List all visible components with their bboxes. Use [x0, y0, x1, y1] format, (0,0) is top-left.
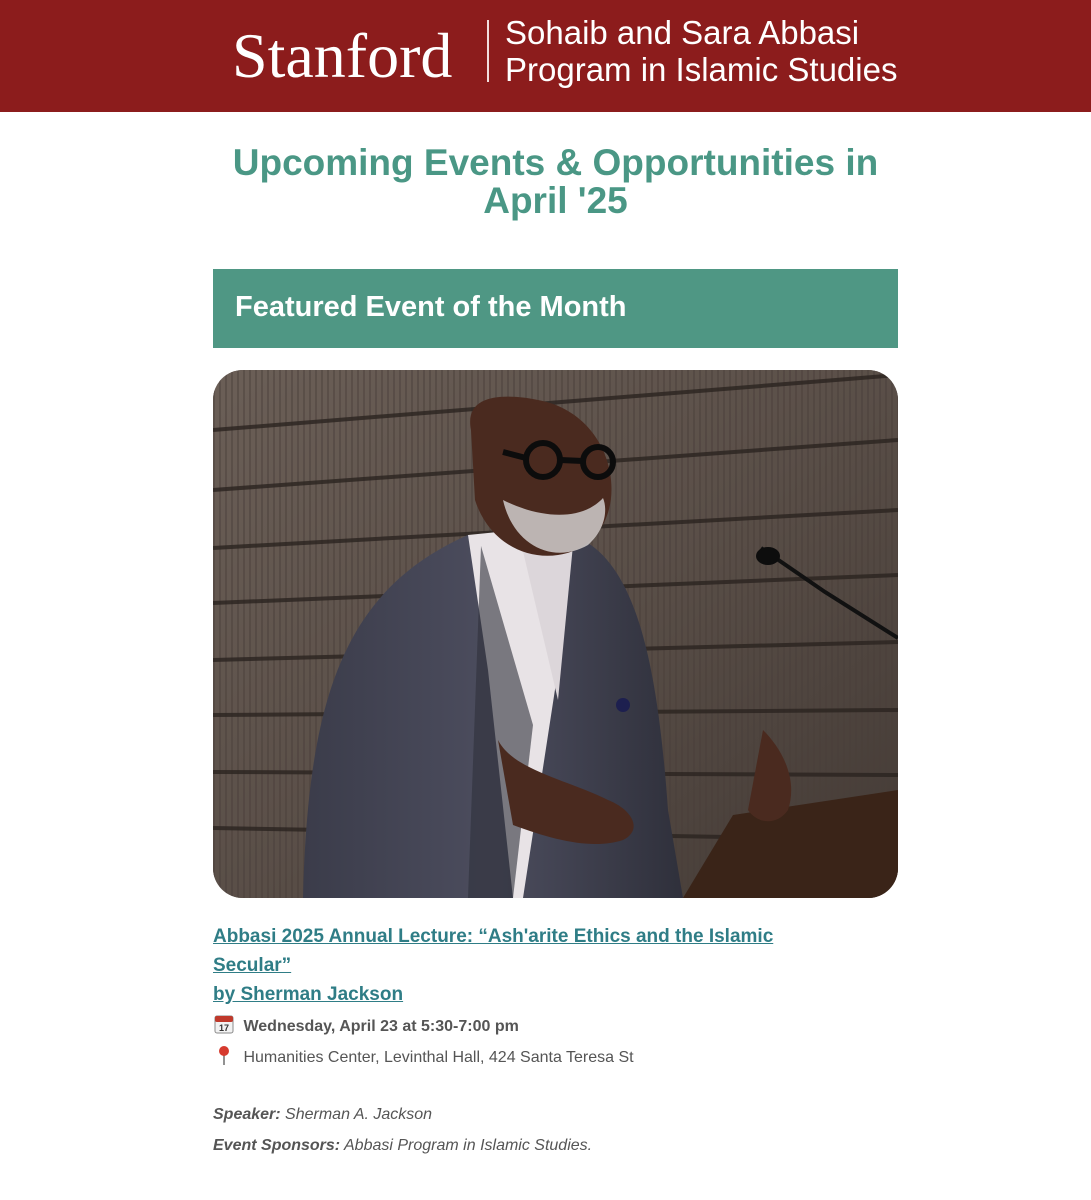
program-name-line2: Program in Islamic Studies [505, 51, 898, 88]
event-title-line2[interactable]: by Sherman Jackson [213, 984, 404, 1005]
header-banner [0, 0, 1091, 112]
speaker-photo[interactable] [213, 370, 898, 898]
page-title-line1: Upcoming Events & Opportunities in [232, 142, 879, 183]
sponsors-row [213, 1135, 592, 1157]
program-name [505, 14, 897, 88]
stanford-wordmark[interactable]: Stanford [232, 20, 453, 91]
featured-label: Featured Event of the Month [235, 291, 627, 323]
calendar-icon [213, 1013, 235, 1035]
featured-section-header [213, 269, 898, 348]
speaker-value: Sherman A. Jackson [285, 1106, 433, 1123]
event-date-row [213, 1013, 519, 1038]
event-title-link[interactable] [213, 922, 853, 1009]
sponsors-value: Abbasi Program in Islamic Studies. [344, 1137, 593, 1154]
page-title-line2: April '25 [483, 180, 628, 221]
event-title-line1[interactable]: Abbasi 2025 Annual Lecture: “Ash'arite Ethics and the Islamic Secular” [213, 926, 774, 976]
speaker-row [213, 1104, 432, 1126]
pin-icon [213, 1044, 235, 1066]
event-location-row [213, 1044, 634, 1069]
event-date: Wednesday, April 23 at 5:30-7:00 pm [243, 1018, 519, 1035]
event-location: Humanities Center, Levinthal Hall, 424 Santa Teresa St [243, 1049, 634, 1066]
header-divider [487, 20, 489, 82]
speaker-photo-illustration [213, 370, 898, 898]
page-title [213, 144, 898, 220]
svg-text:17: 17 [218, 1023, 230, 1033]
program-name-line1: Sohaib and Sara Abbasi [505, 14, 860, 51]
speaker-label: Speaker: [213, 1106, 281, 1123]
sponsors-label: Event Sponsors: [213, 1137, 341, 1154]
